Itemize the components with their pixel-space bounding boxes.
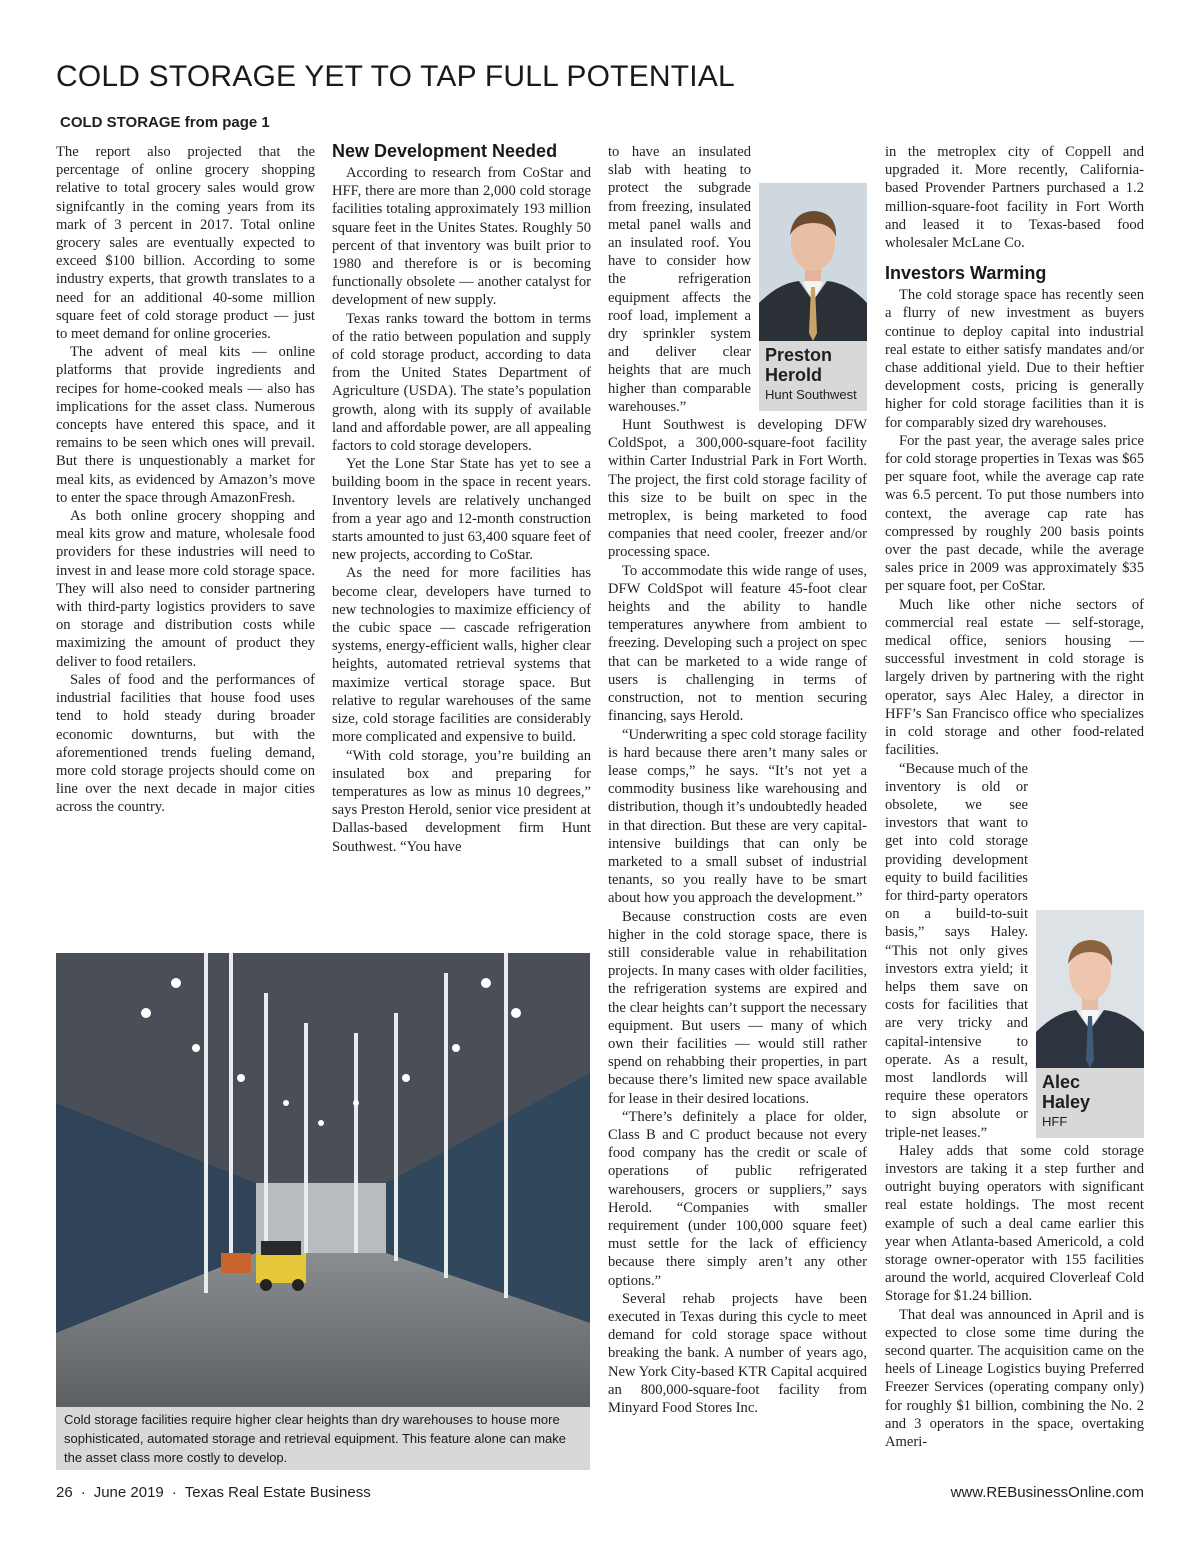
person-last-name: Herold	[765, 365, 823, 385]
paragraph: As both online grocery shopping and meal kits grow and mature, wholesale food providers for these industries will need to invest in and lease more cold storage space. They will also need to consider partnering with third-party logistics providers to save on storage and distribution costs while maximizing the amount of product they deliver to food retailers.	[56, 508, 315, 670]
person-last-name: Haley	[1042, 1091, 1091, 1112]
paragraph: to have an insulated slab with heating to protect the subgrade from freezing, insulated metal panel walls and an insulated roof. You have to consider how the refrigeration equipment affects the roof load, implement a dry sprinkler system and deliver clear heights that are much higher than comparable warehouses.”	[608, 144, 751, 415]
paragraph: To accommodate this wide range of uses, DFW ColdSpot will feature 45-foot clear heights and the ability to handle temperatures anywhere from ambient to freezing. Developing such a project on spec that can be marketed to a wide range of users is challenging in terms of construction, not to mention securing financing, says Herold.	[608, 562, 867, 725]
warehouse-interior-photo	[56, 953, 590, 1407]
paragraph: “With cold storage, you’re building an insulated box and preparing for temperatures as low as minus 10 degrees,” says Preston Herold, senior vice president at Dallas-based development firm Hunt Southwest. “You have	[332, 747, 591, 855]
paragraph: in the metroplex city of Coppell and upgraded it. More recently, California-based Provender Partners purchased a 1.2 million-square-foot facility in Fort Worth and leased it to Texas-based food wholesaler McLane Co.	[885, 144, 1144, 252]
paragraph: Sales of food and the performances of industrial facilities that house food uses tend to hold steady during broader economic downturns, but with the aforementioned trends fueling demand, more cold storage projects should come on line over the next decade in major cities across the country.	[56, 671, 315, 816]
portrait-caption	[1036, 1068, 1144, 1138]
page-headline: COLD STORAGE YET TO TAP FULL POTENTIAL	[56, 60, 735, 93]
paragraph: Hunt Southwest is developing DFW ColdSpot, a 300,000-square-foot facility within Carter Industrial Park in Fort Worth. The project, the first cold storage facility of this size to be built on spec in the metroplex, is being marketed to food companies that need cooler, freezer and/or processing space.	[608, 417, 867, 561]
person-first-name: Preston	[765, 345, 833, 365]
article-column-2	[332, 140, 591, 940]
person-company: HFF	[1042, 1113, 1068, 1129]
paragraph: Several rehab projects have been executed in Texas during this cycle to meet demand for cold storage space without breaking the bank. A number of years ago, New York City-based KTR Capital acquired an 800,000-square-foot facility from Minyard Food Stores Inc.	[608, 1290, 867, 1417]
portrait-alec-haley	[1036, 910, 1144, 1138]
paragraph: Because construction costs are even higher in the cold storage space, there is still considerable value in rehabilitation projects. In many cases with older facilities, the refrigeration systems are expired and the clear heights can’t support the necessary equipment. But users — many of which own their facilities — would still rather spend on rehabbing their properties, in part because there’s limited new space available for lease in their desired locations.	[608, 908, 867, 1107]
paragraph: The cold storage space has recently seen a flurry of new investment as buyers continue to deploy capital into industrial real estate to either satisfy mandates and/or chase additional yield. Due to their heftier development costs, pricing is generally higher for cold storage facilities than it is for comparably sized dry warehouses.	[885, 287, 1144, 431]
photo-caption: Cold storage facilities require higher clear heights than dry warehouses to house more sophisticated, automated storage and retrieval equipment. This feature alone can make the asset class more costly to develop.	[56, 1407, 590, 1470]
paragraph: The report also projected that the percentage of online grocery shopping relative to total grocery sales would grow signifcantly in the coming years from its mark of 3 percent in 2017. Total online grocery sales are eventually expected to exceed $100 billion. According to some industry experts, that growth translates to a need for an additional 40-some million square feet of cold storage product — just to meet demand for online groceries.	[56, 144, 315, 343]
article-column-1	[56, 143, 315, 943]
paragraph: The advent of meal kits — online platforms that provide ingredients and recipes for home-cooked meals — also has implications for the asset class. Numerous concepts have entered this space, and it remains to be seen which ones will prevail. But there is unquestionably a market for meal kits, as evidenced by Amazon’s move to enter the space through AmazonFresh.	[56, 344, 315, 506]
paragraph: For the past year, the average sales price for cold storage properties in Texas was $65 per square foot, while the average cap rate was 6.5 percent. To put those numbers into context, the average cap rate has compressed by roughly 200 basis points over the past decade, while the average sales price in 2009 was approximately $35 per square foot, per CoStar.	[885, 432, 1144, 595]
person-company: Hunt Southwest	[765, 387, 857, 402]
page-number: 26	[56, 1484, 73, 1501]
paragraph: Texas ranks toward the bottom in terms of the ratio between population and supply of cold storage product, according to data from the United States Department of Agriculture (USDA). The state’s population growth, along with its supply of available land and affordable power, are all appealing factors to cold storage developers.	[332, 310, 591, 455]
publication-name: Texas Real Estate Business	[184, 1484, 371, 1501]
person-first-name: Alec	[1042, 1071, 1081, 1092]
headshot-photo	[1036, 910, 1144, 1068]
paragraph: “There’s definitely a place for older, Class B and C product because not every food company has the credit or scale of operations of public refrigerated warehousers, grocers or suppliers,” says Herold. “Companies with smaller requirement (under 100,000 square feet) must settle for the lack of efficiency because there simply aren’t any other options.”	[608, 1108, 867, 1289]
separator-dot: ·	[80, 1484, 86, 1501]
section-heading-new-development: New Development Needed	[332, 141, 558, 161]
website-url[interactable]: www.REBusinessOnline.com	[950, 1484, 1144, 1501]
paragraph: According to research from CoStar and HFF, there are more than 2,000 cold storage facilities totaling approximately 193 million square feet in the Unites States. Roughly 50 percent of that inventory was built prior to 1980 and therefore is or is becoming functionally obsolete — another catalyst for development of new supply.	[332, 165, 591, 309]
paragraph: As the need for more facilities has become clear, developers have turned to new technologies to maximize efficiency of the cubic space — cascade refrigeration systems, energy-efficient walls, higher clear heights, automated retrieval systems that maximize vertical storage space. But relative to regular warehouses of the same size, cold storage facilities are considerably more complicated and expensive to build.	[332, 565, 591, 746]
continued-from-line: COLD STORAGE from page 1	[60, 114, 270, 131]
section-heading-investors-warming: Investors Warming	[885, 263, 1047, 284]
portrait-caption	[759, 341, 867, 411]
portrait-preston-herold	[759, 183, 867, 411]
article-column-4	[885, 143, 1144, 1473]
article-column-3	[608, 143, 867, 1473]
issue-date: June 2019	[93, 1484, 164, 1501]
paragraph: “Underwriting a spec cold storage facility is hard because there aren’t many sales or lease comps,” he says. “It’s not yet a commodity business like warehousing and distribution, though it’s undoubtedly headed in that direction. But these are very capital-intensive buildings that can only be marketed to a small subset of industrial tenants, so you really have to be smart about how you approach the development.”	[608, 726, 867, 907]
paragraph: Yet the Lone Star State has yet to see a building boom in the space in recent years. Inventory levels are relatively unchanged from a year ago and 12-month construction starts amounted to just 63,400 square feet of new projects, according to CoStar.	[332, 456, 591, 564]
separator-dot: ·	[171, 1484, 177, 1501]
headshot-photo	[759, 183, 867, 341]
paragraph: “Because much of the inventory is old or obsolete, we see investors that want to get into cold storage providing development equity to build facilities for third-party operators on a build-to-suit basis,” says Haley. “This not only gives investors extra yield; it helps them save on costs for facilities that are very tricky and capital-intensive to operate. As a result, most landlords will require these operators to sign absolute or triple-net leases.”	[885, 760, 1028, 1141]
page-footer-left	[56, 1484, 371, 1501]
paragraph: Haley adds that some cold storage investors are taking it a step further and outright buying operators with significant real estate holdings. The most recent example of such a deal came earlier this year when Atlanta-based Americold, a cold storage owner-operator with 155 facilities around the world, acquired Cloverleaf Cold Storage for $1.24 billion.	[885, 1142, 1144, 1305]
paragraph: That deal was announced in April and is expected to close some time during the second quarter. The acquisition came on the heels of Lineage Logistics buying Preferred Freezer Services (operating company only) for roughly $1 billion, combining the No. 2 and 3 operators in the space, overtaking Ameri-	[885, 1306, 1144, 1451]
paragraph: Much like other niche sectors of commercial real estate — self-storage, medical office, seniors housing — successful investment in cold storage is largely driven by partnering with the right operator, says Alec Haley, a director in HFF’s San Francisco office who specializes in cold storage and other food-related facilities.	[885, 596, 1144, 759]
